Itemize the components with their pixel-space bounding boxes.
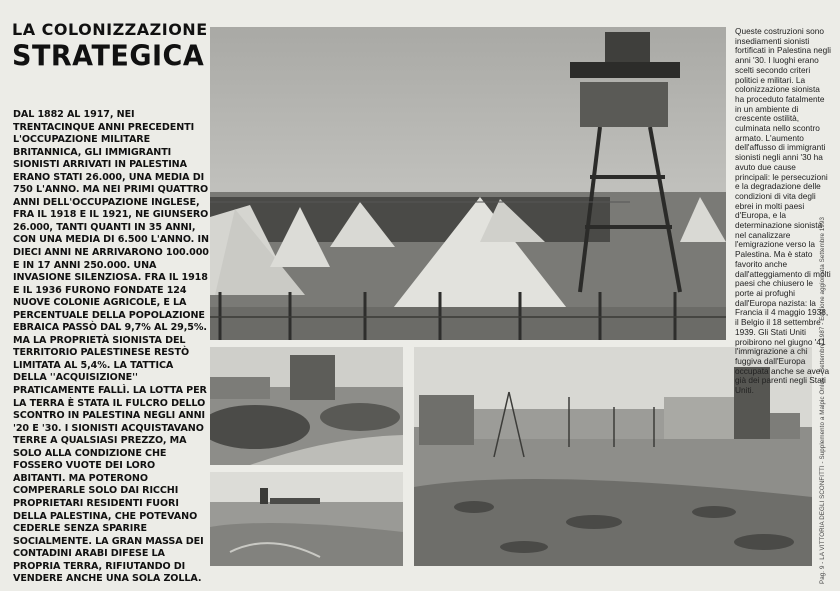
title-line-2: STRATEGICA — [12, 40, 205, 73]
photo-watchtower-camp — [210, 27, 726, 340]
photo-fortified-tower — [210, 347, 403, 465]
photo-distant-settlement — [210, 472, 403, 566]
title-line-1: LA COLONIZZAZIONE — [12, 20, 208, 39]
publication-note: Pag. 9 - LA VITTORIA DEGLI SCONFITTI - Supplemento a Malpic Onlus - Settembre 1987 - Edizione aggiornata Settembre 1993 — [819, 216, 826, 584]
photo-caption: Queste costruzioni sono insediamenti sionisti fortificati in Palestina negli anni '30. I luoghi erano scelti secondo criteri politici e militari. La colonizzazione sionista ha proceduto fatalmente in un ambiente di crescente ostilità, culminata nello scontro armato. L'aumento dell'affusso di immigranti sionisti negli anni '30 ha avuto due cause principali: le persecuzioni e la degradazione delle condizioni di vita degli ebrei in molti paesi d'Europa, e la determinazione sionista nel canalizzare l'emigrazione verso la Palestina. Ma è stato favorito anche dall'atteggiamento di molti paesi che chiusero le porte ai profughi dall'Europa nazista: la Francia il 4 maggio 1938, il Belgio il 18 settembre 1939. Gli Stati Uniti proibirono nel giugno '41 l'immigrazione a chi fuggiva dall'Europa occupata anche se aveva già dei parenti negli Stati Uniti. — [735, 26, 831, 396]
main-text: DAL 1882 AL 1917, NEI TRENTACINQUE ANNI PRECEDENTI L'OCCUPAZIONE MILITARE BRITANNICA, GLI IMMIGRANTI SIONISTI ARRIVATI IN PALESTINA ERANO STATI 26.000, UNA MEDIA DI 750 L'ANNO. MA NEI PRIMI QUATTRO ANNI DELL'OCCUPAZIONE INGLESE, FRA IL 1918 E IL 1921, NE GIUNSERO 26.000, TANTI QUANTI IN 35 ANNI, CON UNA MEDIA DI 6.500 L'ANNO. IN DIECI ANNI NE ARRIVARONO 100.000 E IN 17 ANNI 250.000. UNA INVASIONE SILENZIOSA. FRA IL 1918 E IL 1936 FURONO FONDATE 124 NUOVE COLONIE AGRICOLE, E LA PERCENTUALE DELLA POPOLAZIONE EBRAICA PASSÒ DAL 9,7% AL 29,5%. MA LA PROPRIETÀ SIONISTA DEL TERRITORIO PALESTINESE RESTÒ LIMITATA AL 5,4%. LA TATTICA DELLA ''ACQUISIZIONE'' PRATICAMENTE FALLÌ. LA LOTTA PER LA TERRA È STATA IL FULCRO DELLO SCONTRO IN PALESTINA NEGLI ANNI '20 E '30. I SIONISTI ACQUISTAVANO TERRE A QUALSIASI PREZZO, MA SOLO ALLA CONDIZIONE CHE FOSSERO VUOTE DEI LORO ABITANTI. MA POTERONO COMPERARLE SOLO DAI RICCHI PROPRIETARI RESIDENTI FUORI DELLA PALESTINA, CHE POTEVANO CEDERLE SENZA SPARIRE SOCIALMENTE. LA GRAN MASSA DEI CONTADINI ARABI DIFESE LA PROPRIA TERRA, RIFIUTANDO DI VENDERE ANCHE UNA SOLA ZOLLA. — [13, 109, 209, 585]
